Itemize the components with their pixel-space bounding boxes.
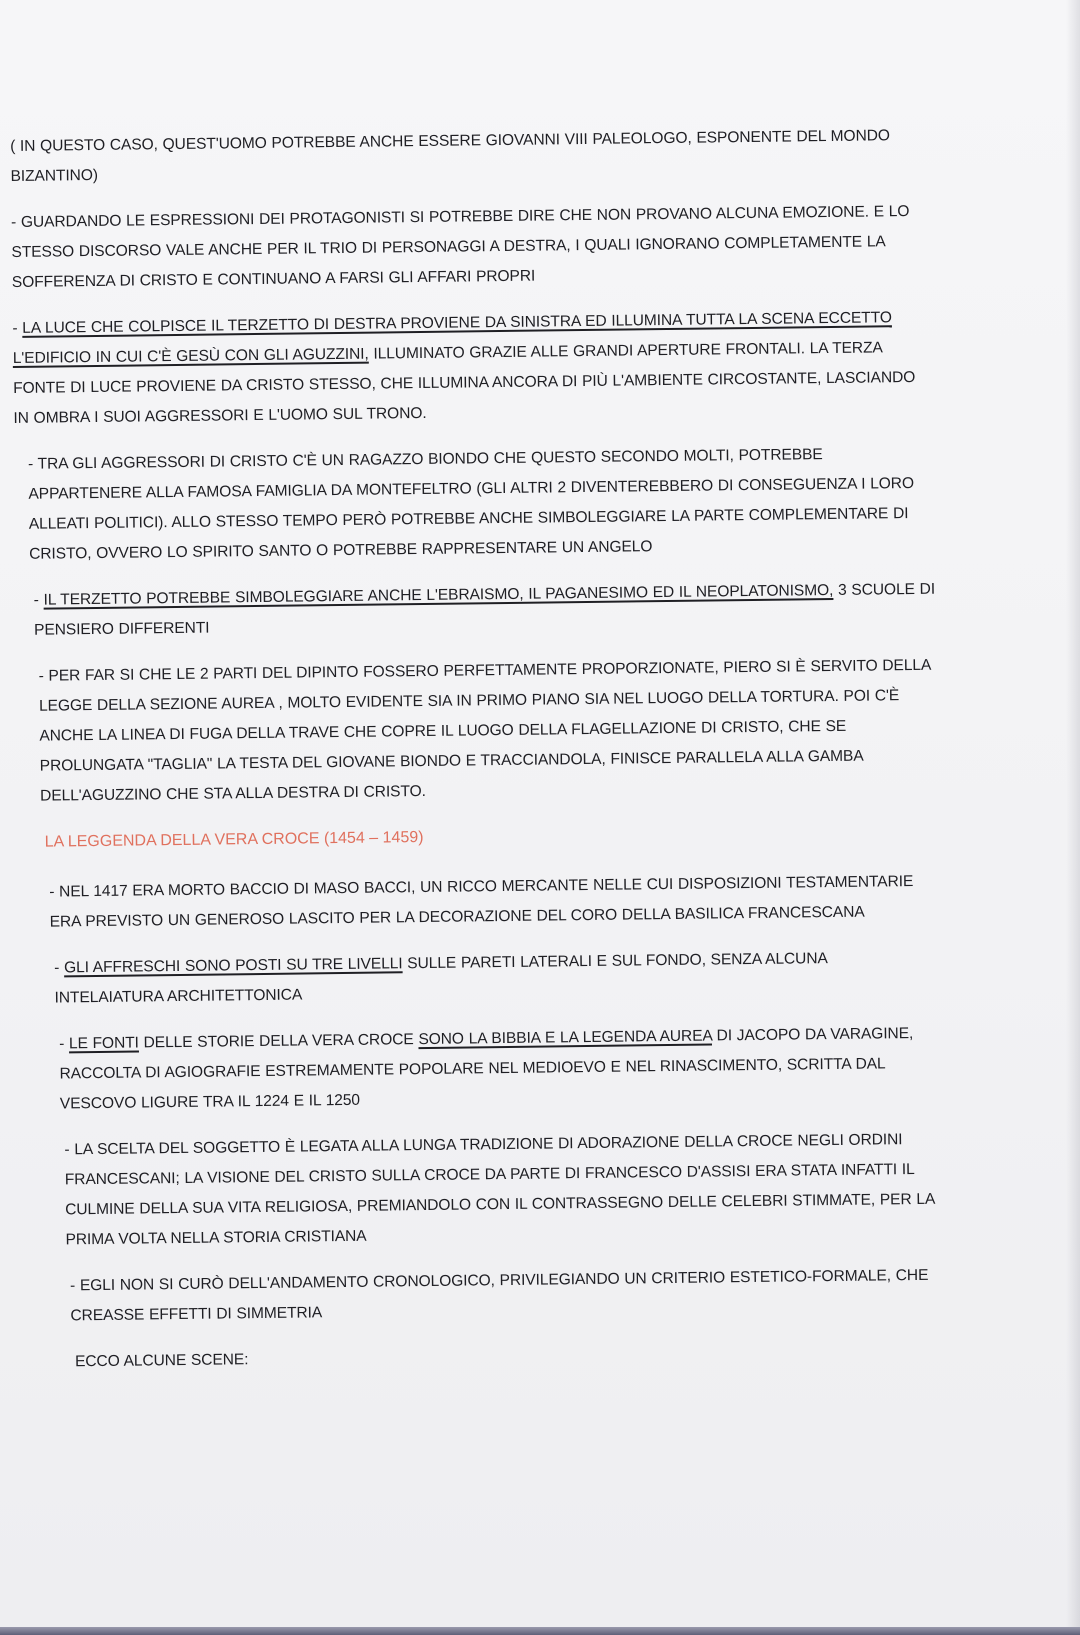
paragraph-text: ILLUMINATO GRAZIE ALLE GRANDI APERTURE FRONTALI. LA TERZA FONTE DI LUCE PROVIENE DA CRISTO STESSO, CHE ILLUMINA ANCORA DI PIÙ L'AMBIENTE CIRCOSTANTE, LASCIANDO IN OMBRA I SUOI AGGRESSORI E L'UOMO SUL TRONO. [13,339,916,427]
paragraph-aggressori: - TRA GLI AGGRESSORI DI CRISTO C'È UN RAGAZZO BIONDO CHE QUESTO SECONDO MOLTI, POTREBBE APPARTENERE ALLA FAMOSA FAMIGLIA DA MONTEFELTRO (GLI ALTRI 2 DIVENTEREBBERO DI CONSEGUENZA I LORO ALLEATI POLITICI). ALLO STESSO TEMPO PERÒ POTREBBE ANCHE SIMBOLEGGIARE LA PARTE COMPLEMENTARE DI CRISTO, OVVERO LO SPIRITO SANTO O POTREBBE RAPPRESENTARE UN ANGELO [27,446,915,563]
paragraph-sezione-aurea: - PER FAR SI CHE LE 2 PARTI DEL DIPINTO FOSSERO PERFETTAMENTE PROPORZIONATE, PIERO SI È SERVITO DELLA LEGGE DELLA SEZIONE AUREA , MOLTO EVIDENTE SIA IN PRIMO PIANO SIA NEL LUOGO DELLA TORTURA. POI C'È ANCHE LA LINEA DI FUGA DELLA TRAVE CHE COPRE IL LUOGO DELLA FLAGELLAZIONE DI CRISTO, CHE SE PROLUNGATA "TAGLIA" LA TESTA DEL GIOVANE BIONDO E TRACCIANDOLA, FINISCE PARALLELA ALLA GAMBA DELL'AGUZZINO CHE STA ALLA DESTRA DI CRISTO. [38,656,931,805]
page-edge-shadow [1066,0,1080,1635]
bullet-dash: - [54,959,65,977]
paragraph-text: DI JACOPO DA VARAGINE, RACCOLTA DI AGIOGRAFIE ESTREMAMENTE POPOLARE NEL MEDIOEVO E NEL RINASCIMENTO, SCRITTA DAL VESCOVO LIGURE TRA IL 1224 E IL 1250 [59,1025,914,1113]
paragraph-scene: ECCO ALCUNE SCENE: [74,1351,249,1371]
paragraph-scelta-soggetto: - LA SCELTA DEL SOGGETTO È LEGATA ALLA LUNGA TRADIZIONE DI ADORAZIONE DELLA CROCE NEGLI ORDINI FRANCESCANI; LA VISIONE DEL CRISTO SULLA CROCE DA PARTE DI FRANCESCO D'ASSISI ERA STATA INFATTI IL CULMINE DELLA SUA VITA RELIGIOSA, PREMIANDOLO CON IL CONTRASSEGNO DELLE CELEBRI STIMMATE, PER LA PRIMA VOLTA NELLA STORIA CRISTIANA [64,1131,935,1249]
underlined-text: LE FONTI [68,1034,139,1053]
paragraph-text: DELLE STORIE DELLA VERA CROCE [138,1031,419,1052]
underlined-text: SONO LA BIBBIA E LA LEGENDA AUREA [418,1027,712,1049]
paragraph-giovanni-viii: ( IN QUESTO CASO, QUEST'UOMO POTREBBE ANCHE ESSERE GIOVANNI VIII PALEOLOGO, ESPONENTE DEL MONDO BIZANTINO) [10,127,890,185]
section-heading: LA LEGGENDA DELLA VERA CROCE (1454 – 1459) [44,829,424,851]
page-bottom-edge [0,1627,1080,1635]
underlined-text: LA LUCE CHE COLPISCE IL TERZETTO DI DESTRA PROVIENE DA SINISTRA ED ILLUMINA TUTTA LA SCENA ECCETTO L'EDIFICIO IN CUI C'È GESÙ CON GLI AGUZZINI, [12,309,892,367]
paragraph-affreschi [54,943,941,1014]
bullet-dash: - [12,319,23,337]
paragraph-text: 3 SCUOLE DI PENSIERO DIFFERENTI [33,580,936,639]
underlined-text: IL TERZETTO POTREBBE SIMBOLEGGIARE ANCHE L'EBRAISMO, IL PAGANESIMO ED IL NEOPLATONISMO, [43,581,834,609]
document-body [10,121,945,1394]
paragraph-terzetto [34,575,937,646]
paragraph-espressioni: - GUARDANDO LE ESPRESSIONI DEI PROTAGONISTI SI POTREBBE DIRE CHE NON PROVANO ALCUNA EMOZIONE. E LO STESSO DISCORSO VALE ANCHE PER IL TRIO DI PERSONAGGI A DESTRA, I QUALI IGNORANO COMPLETAMENTE LA SOFFERENZA DI CRISTO E CONTINUANO A FARSI GLI AFFARI PROPRI [11,203,910,291]
paragraph-luce [12,303,933,434]
paragraph-baccio: - NEL 1417 ERA MORTO BACCIO DI MASO BACCI, UN RICCO MERCANTE NELLE CUI DISPOSIZIONI TESTAMENTARIE ERA PREVISTO UN GENEROSO LASCITO PER LA DECORAZIONE DEL CORO DELLA BASILICA FRANCESCANA [49,873,914,931]
underlined-text: GLI AFFRESCHI SONO POSTI SU TRE LIVELLI [63,955,403,977]
paragraph-fonti [59,1019,942,1120]
bullet-dash: - [33,591,44,609]
paragraph-text: SULLE PARETI LATERALI E SUL FONDO, SENZA ALCUNA INTELAIATURA ARCHITETTONICA [54,950,827,1007]
paragraph-cronologico: - EGLI NON SI CURÒ DELL'ANDAMENTO CRONOLOGICO, PRIVILEGIANDO UN CRITERIO ESTETICO-FORMALE, CHE CREASSE EFFETTI DI SIMMETRIA [69,1266,929,1325]
bullet-dash: - [59,1035,70,1053]
